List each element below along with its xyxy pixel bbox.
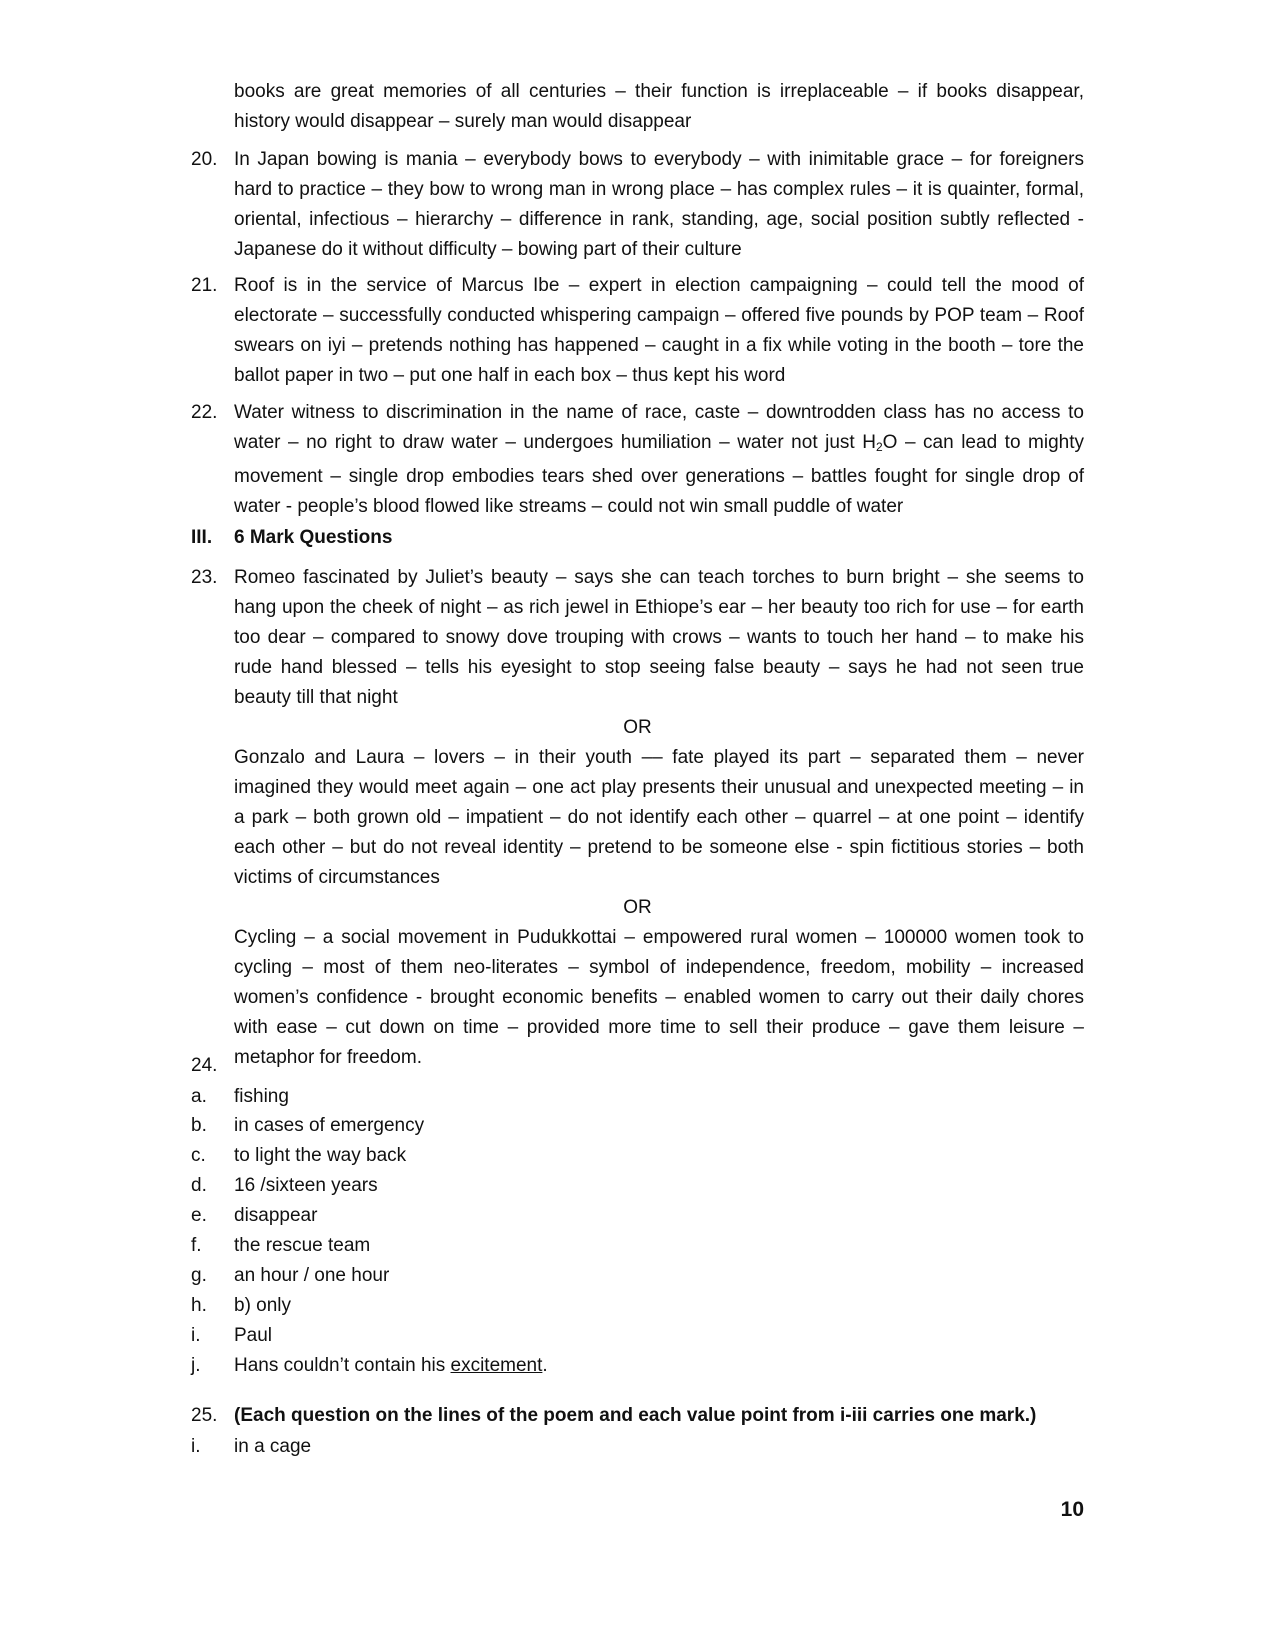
underlined-word: excitement <box>450 1355 543 1376</box>
item-text-part: Hans couldn’t contain his <box>234 1355 451 1376</box>
item-text: fishing <box>234 1086 289 1107</box>
item-text-part: . <box>542 1355 548 1376</box>
question-24 <box>191 1051 1084 1081</box>
item-label: h. <box>191 1295 207 1316</box>
question-25 <box>191 1401 1084 1462</box>
marking-instruction: (Each question on the lines of the poem and each value point from i-iii carries one mark.) <box>234 1405 1037 1426</box>
list-item <box>191 1261 1084 1291</box>
item-text: disappear <box>234 1205 318 1226</box>
list-item <box>191 1321 1084 1351</box>
list-item <box>191 1291 1084 1321</box>
item-label: f. <box>191 1235 202 1256</box>
list-item <box>191 1111 1084 1141</box>
item-text: b) only <box>234 1295 292 1316</box>
section-heading <box>191 523 1084 553</box>
answer-text: books are great memories of all centuries – their function is irreplaceable – if books disappear, history would disappear – surely man would disappear <box>234 81 1084 132</box>
answer-text: Roof is in the service of Marcus Ibe – expert in election campaigning – could tell the mood of electorate – successfully conducted whispering campaign – offered five pounds by POP team – Roof swears on iyi – pretends nothing has happened – caught in a fix while voting in the booth – tore the ballot paper in two – put one half in each box – thus kept his word <box>234 275 1084 386</box>
item-label: g. <box>191 1265 207 1286</box>
answer-text-part: O – can lead to mighty movement – single drop embodies tears shed over generations – battles fought for single drop of water - people’s blood flowed like streams – could not win small puddle of water <box>234 432 1084 517</box>
question-23 <box>191 563 1084 1073</box>
item-text: the rescue team <box>234 1235 371 1256</box>
question-22 <box>191 398 1084 522</box>
question-20 <box>191 145 1084 265</box>
item-label: d. <box>191 1175 207 1196</box>
answer-text <box>234 398 1084 522</box>
list-item <box>191 1231 1084 1261</box>
item-label: a. <box>191 1086 207 1107</box>
item-text: an hour / one hour <box>234 1265 390 1286</box>
list-item <box>191 1141 1084 1171</box>
item-label: i. <box>191 1325 201 1346</box>
page-number: 10 <box>1060 1498 1084 1521</box>
item-label: i. <box>191 1436 201 1457</box>
answer-option-b: Gonzalo and Laura – lovers – in their youth –– fate played its part – separated them – never imagined they would meet again – one act play presents their unusual and unexpected meeting – in a park – both grown old – impatient – do not identify each other – quarrel – at one point – identify each other – but do not reveal identity – pretend to be someone else - spin fictitious stories – both victims of circumstances <box>234 747 1084 888</box>
item-text: 16 /sixteen years <box>234 1175 378 1196</box>
item-text: in cases of emergency <box>234 1115 425 1136</box>
question-number: 23. <box>191 567 218 588</box>
item-label: b. <box>191 1115 207 1136</box>
or-divider: OR <box>623 897 652 918</box>
answer-option-a: Romeo fascinated by Juliet’s beauty – says she can teach torches to burn bright – she seems to hang upon the cheek of night – as rich jewel in Ethiope’s ear – her beauty too rich for use – for earth too dear – compared to snowy dove trouping with crows – wants to touch her hand – to make his rude hand blessed – tells his eyesight to stop seeing false beauty – says he had not seen true beauty till that night <box>234 567 1084 708</box>
list-item <box>191 1171 1084 1201</box>
item-label: e. <box>191 1205 207 1226</box>
item-text: to light the way back <box>234 1145 407 1166</box>
answer-text: In Japan bowing is mania – everybody bows to everybody – with inimitable grace – for foreigners hard to practice – they bow to wrong man in wrong place – has complex rules – it is quainter, formal, oriental, infectious – hierarchy – difference in rank, standing, age, social position subtly reflected - Japanese do it without difficulty – bowing part of their culture <box>234 149 1084 260</box>
question-21 <box>191 271 1084 391</box>
list-item <box>191 1082 1084 1112</box>
q24-answer-list <box>191 1082 1084 1381</box>
list-item <box>191 1201 1084 1231</box>
item-label: c. <box>191 1145 206 1166</box>
or-divider: OR <box>623 717 652 738</box>
question-number: 24. <box>191 1055 218 1076</box>
item-text: Paul <box>234 1325 273 1346</box>
item-text <box>234 1351 1084 1381</box>
question-number: 22. <box>191 402 218 423</box>
section-numeral: III. <box>191 527 213 548</box>
q19-continuation <box>191 77 1084 137</box>
question-number: 21. <box>191 275 218 296</box>
list-item <box>191 1432 1084 1462</box>
subscript: 2 <box>875 440 883 454</box>
answer-text-part: Water witness to discrimination in the name of race, caste – downtrodden class has no access to water – no right to draw water – undergoes humiliation – water not just H <box>234 402 1084 453</box>
answer-option-c: Cycling – a social movement in Pudukkottai – empowered rural women – 100000 women took to cycling – most of them neo-literates – symbol of independence, freedom, mobility – increased women’s confidence - brought economic benefits – enabled women to carry out their daily chores with ease – cut down on time – provided more time to sell their produce – gave them leisure – metaphor for freedom. <box>234 927 1084 1068</box>
item-label: j. <box>191 1355 201 1376</box>
item-text: in a cage <box>234 1436 312 1457</box>
section-title: 6 Mark Questions <box>234 527 393 548</box>
question-number: 25. <box>191 1405 218 1426</box>
list-item <box>191 1351 1084 1381</box>
question-number: 20. <box>191 149 218 170</box>
